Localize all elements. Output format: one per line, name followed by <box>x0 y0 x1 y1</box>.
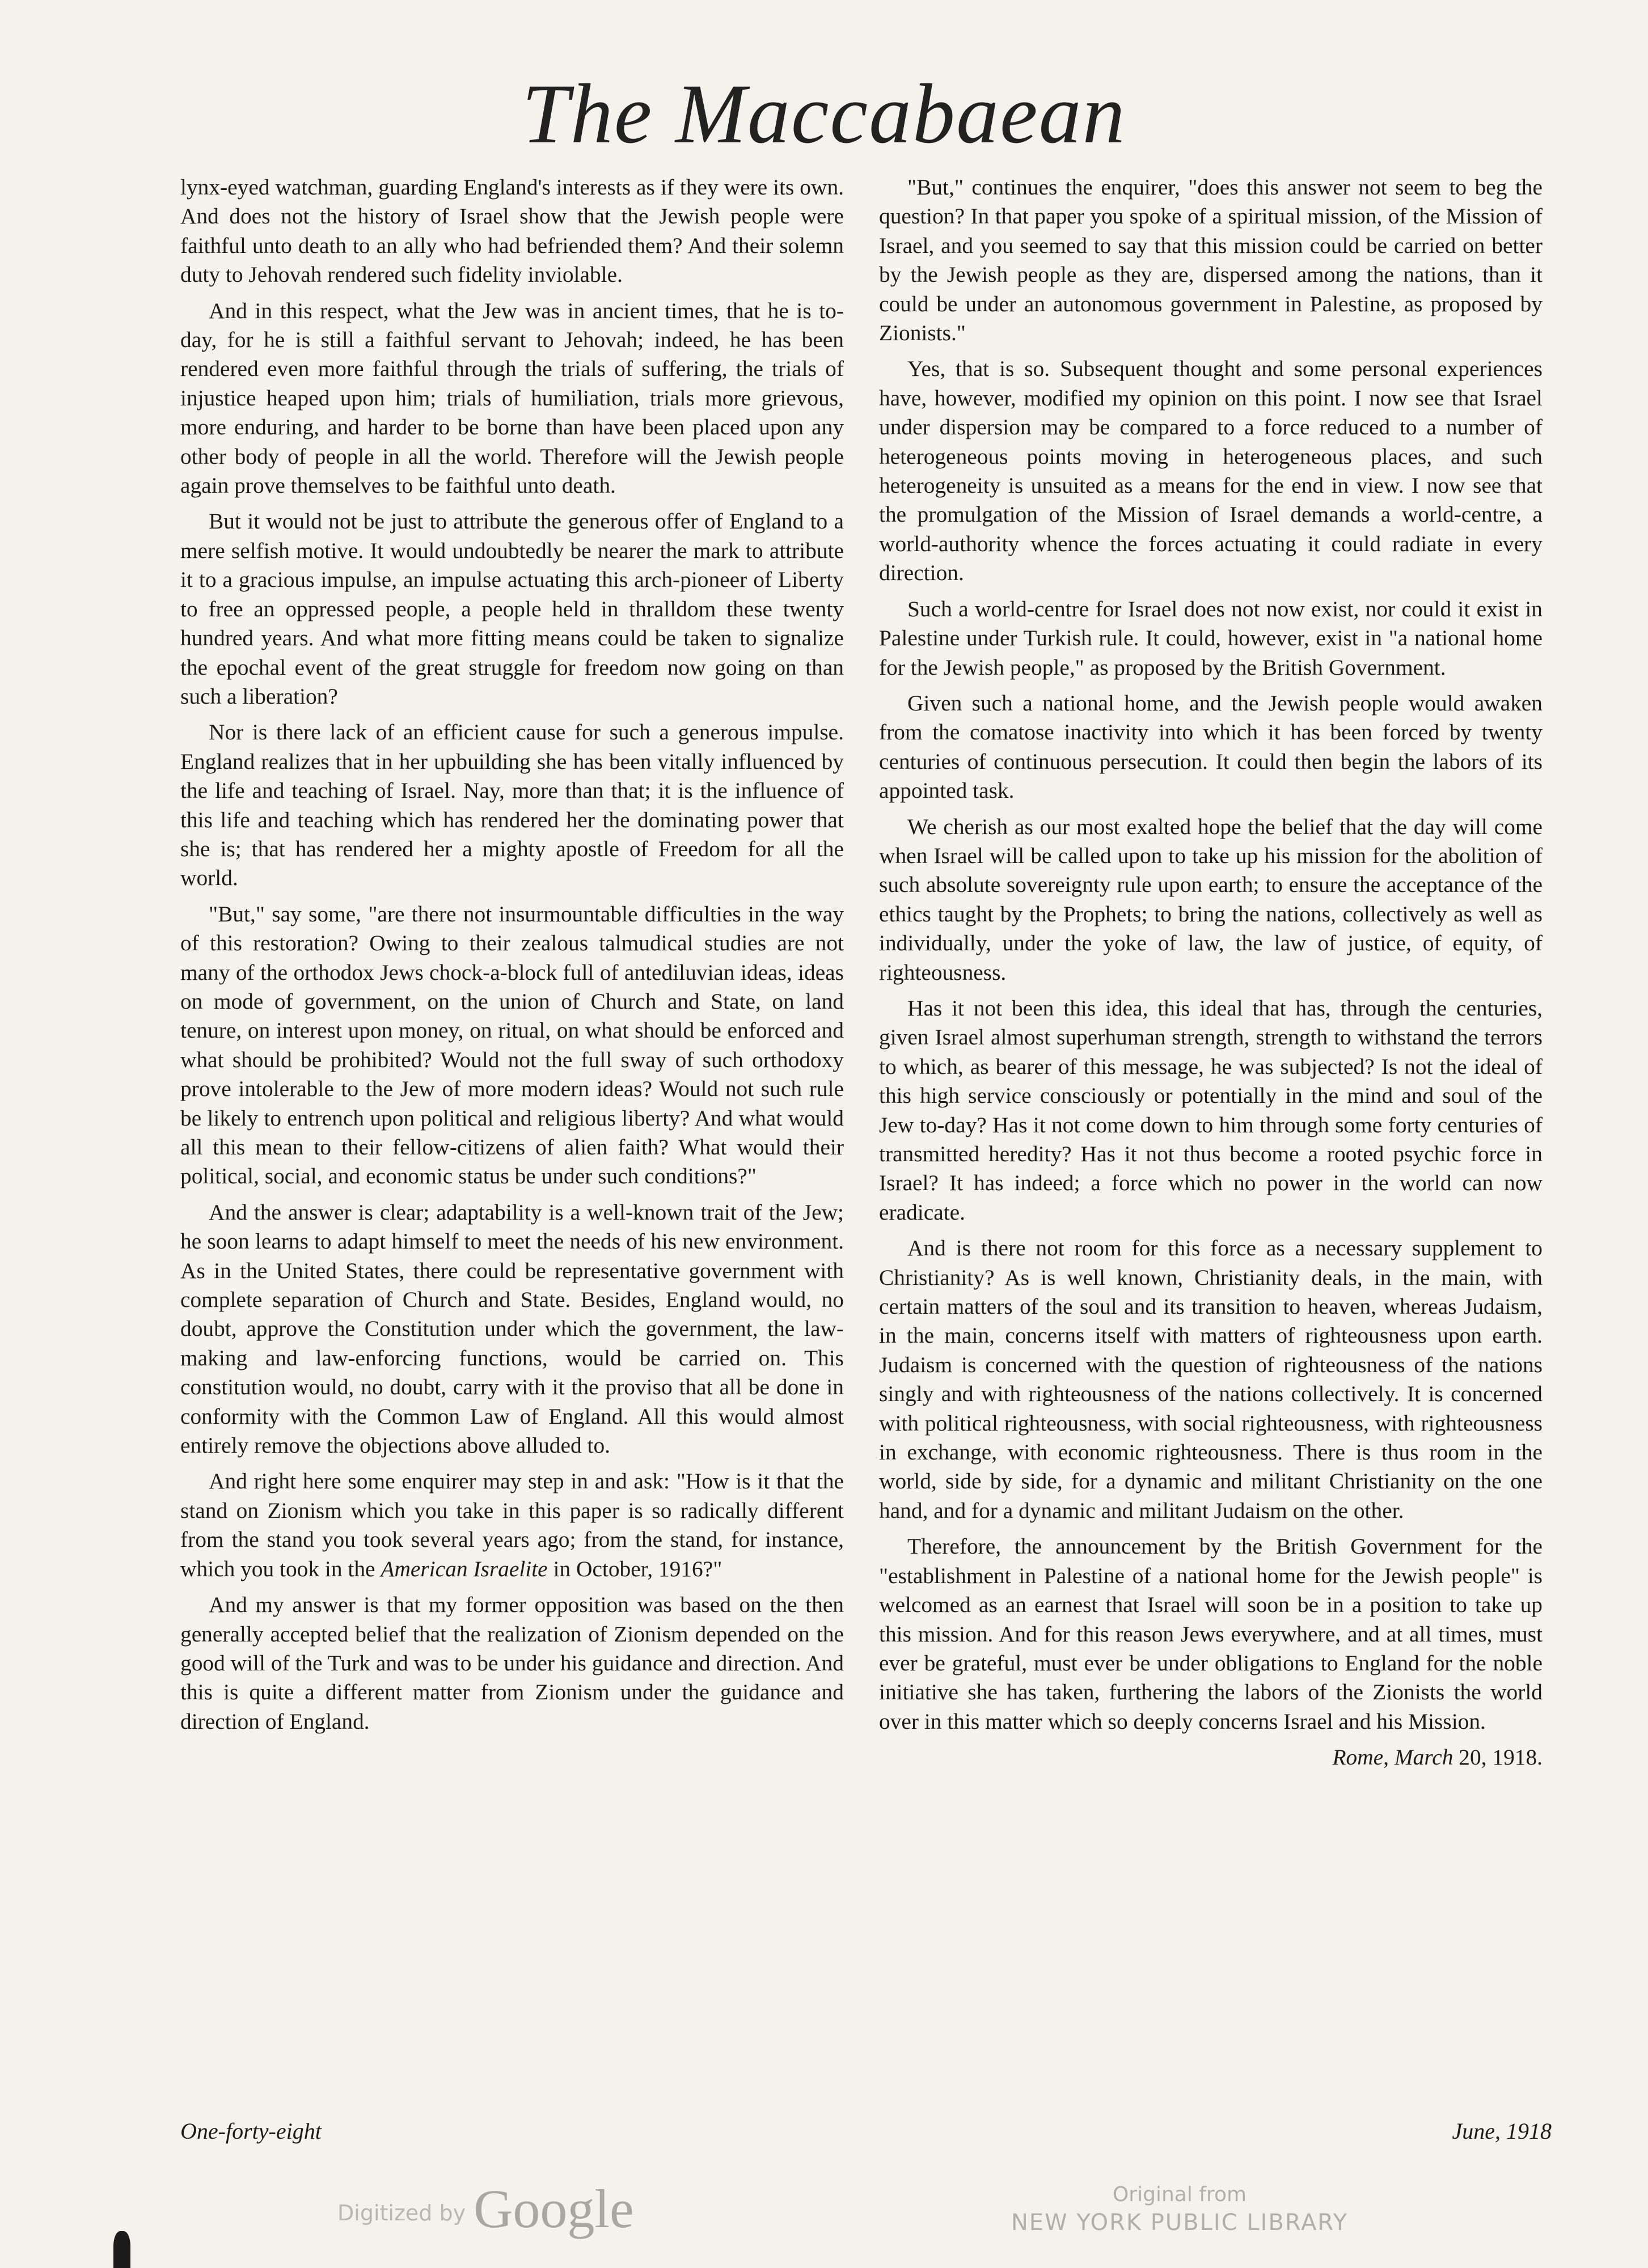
enquirer-text-after: in October, 1916?" <box>547 1556 722 1581</box>
paragraph: Has it not been this idea, this ideal that has, through the centuries, given Israel almost superhuman strength, strength to withstand the terrors to which, as bearer of this message, he was subjected? Is not the ideal of this high service consciously or potentially in the mind and soul of the Jew to-day? Has it not come down to him through some forty centuries of transmitted heredity? Has it not thus become a rooted psychic force in Israel? It has indeed; a force which no power in the world can now eradicate. <box>879 995 1543 1225</box>
dateline-date: 20, 1918. <box>1459 1745 1543 1770</box>
enquirer-text-before: And right here some enquirer may step in and ask: "How is it that the stand on Zionism which you take in this paper is so radically different from the stand you took several years ago; from the stand, for instance, which you took in the <box>180 1469 844 1581</box>
digitized-by-label: Digitized by <box>337 2201 466 2225</box>
paragraph: And in this respect, what the Jew was in ancient times, that he is to-day, for he is still a faithful servant to Jehovah; indeed, he has been rendered even more faithful through the trials of suffering, the trials of injustice heaped upon him; trials of humiliation, trials more grievous, more enduring, and harder to be borne than have been placed upon any other body of people in all the world. Therefore will the Jewish people again prove themselves to be faithful unto death. <box>180 298 844 498</box>
scan-edge-mark <box>113 2231 130 2268</box>
paragraph: Yes, that is so. Subsequent thought and some personal experiences have, however, modified my opinion on this point. I now see that Israel under dispersion may be compared to a force reduced to a number of heterogeneous points moving in heterogeneous places, and such heterogeneity is unsuited as a means for the end in view. I now see that the promulgation of the Mission of Israel demands a world-centre, a world-authority whence the forces actuating it could radiate in every direction. <box>879 356 1543 586</box>
paragraph: Nor is there lack of an efficient cause for such a generous impulse. England realizes that in her upbuilding she has been vitally influenced by the life and teaching of Israel. Nay, more than that; it is the influence of this life and teaching which has rendered her the dominating power that she is; that has rendered her a mighty apostle of Freedom for all the world. <box>180 720 844 891</box>
right-column <box>879 173 1543 1772</box>
paragraph-enquirer <box>180 1467 844 1584</box>
left-column <box>180 173 844 1743</box>
paragraph: And the answer is clear; adaptability is a well-known trait of the Jew; he soon learns to adapt himself to meet the needs of his new environment. As in the United States, there could be representative government with complete separation of Church and State. Besides, England would, no doubt, approve the Constitution under which the government, the law-making and law-enforcing functions, would be carried on. This constitution would, no doubt, carry with it the proviso that all be done in conformity with the Common Law of England. All this would almost entirely remove the objections above alluded to. <box>180 1199 844 1458</box>
publication-title: American Israelite <box>381 1556 548 1581</box>
google-logo: Google <box>474 2178 634 2239</box>
dateline <box>879 1743 1543 1772</box>
paragraph: And is there not room for this force as a necessary supplement to Christianity? As is well known, Christianity deals, in the main, with certain matters of the soul and its transition to heaven, whereas Judaism, in the main, concerns itself with matters of righteousness upon earth. Judaism is concerned with the question of righteousness of the nations singly and with righteousness of the nations collectively. It is concerned with political righteousness, with social righteousness, with righteousness in exchange, with economic righteousness. There is thus room in the world, side by side, for a dynamic and militant Christianity on the one hand, and for a dynamic and militant Judaism on the other. <box>879 1235 1543 1523</box>
paragraph: And my answer is that my former opposition was based on the then generally accepted belief that the realization of Zionism depended on the good will of the Turk and was to be under his guidance and direction. And this is quite a different matter from Zionism under the guidance and direction of England. <box>180 1592 844 1734</box>
library-name: NEW YORK PUBLIC LIBRARY <box>1011 2210 1349 2236</box>
page-folio: One-forty-eight <box>180 2118 322 2144</box>
paragraph: Given such a national home, and the Jewish people would awaken from the comatose inactivity into which it has been forced by twenty centuries of continuous persecution. It could then begin the labors of its appointed task. <box>879 690 1543 803</box>
dateline-place: Rome, March <box>1332 1745 1453 1770</box>
paragraph: Therefore, the announcement by the British Government for the "establishment in Palestine of a national home for the Jewish people" is welcomed as an earnest that Israel will soon be in a position to take up this mission. And for this reason Jews everywhere, and at all times, must ever be grateful, must ever be under obligations to England for the noble initiative she has taken, furthering the labors of the Zionists the world over in this matter which so deeply concerns Israel and his Mission. <box>879 1534 1543 1734</box>
paragraph: "But," say some, "are there not insurmountable difficulties in the way of this restoration? Owing to their zealous talmudical studies are not many of the orthodox Jews chock-a-block full of antediluvian ideas, ideas on mode of government, on the union of Church and State, on land tenure, on interest upon money, on ritual, on what should be enforced and what should be prohibited? Would not the full sway of such orthodoxy prove intolerable to the Jew of more modern ideas? Would not such rule be likely to entrench upon political and religious liberty? And what would all this mean to their fellow-citizens of alien faith? What would their political, social, and economic status be under such conditions?" <box>180 901 844 1189</box>
issue-date: June, 1918 <box>1452 2118 1552 2144</box>
digitized-by-notice <box>337 2177 634 2240</box>
paragraph: lynx-eyed watchman, guarding England's interests as if they were its own. And does not the history of Israel show that the Jewish people were faithful unto death to an ally who had befriended them? And their solemn duty to Jehovah rendered such fidelity inviolable. <box>180 175 844 287</box>
paragraph: Such a world-centre for Israel does not now exist, nor could it exist in Palestine under Turkish rule. It could, however, exist in "a national home for the Jewish people," as proposed by the British Government. <box>879 596 1543 680</box>
provenance-notice <box>924 2183 1435 2236</box>
paragraph: But it would not be just to attribute the generous offer of England to a mere selfish motive. It would undoubtedly be nearer the mark to attribute it to a gracious impulse, an impulse actuating this arch-pioneer of Liberty to free an oppressed people, a people held in thralldom these twenty hundred years. And what more fitting means could be taken to signalize the epochal event of the great struggle for freedom now going on than such a liberation? <box>180 509 844 709</box>
paragraph: "But," continues the enquirer, "does this answer not seem to beg the question? In that paper you spoke of a spiritual mission, of the Mission of Israel, and you seemed to say that this mission could be carried on better by the Jewish people as they are, dispersed among the nations, than it could be under an autonomous government in Palestine, as proposed by Zionists." <box>879 175 1543 346</box>
masthead-title: The Maccabaean <box>522 67 1126 161</box>
original-from-label: Original from <box>1112 2183 1247 2206</box>
paragraph: We cherish as our most exalted hope the belief that the day will come when Israel will be called upon to take up his mission for the abolition of such absolute sovereignty rule upon earth; to ensure the acceptance of the ethics taught by the Prophets; to bring the nations, collectively as well as individually, under the yoke of law, the law of justice, of equity, of righteousness. <box>879 814 1543 985</box>
